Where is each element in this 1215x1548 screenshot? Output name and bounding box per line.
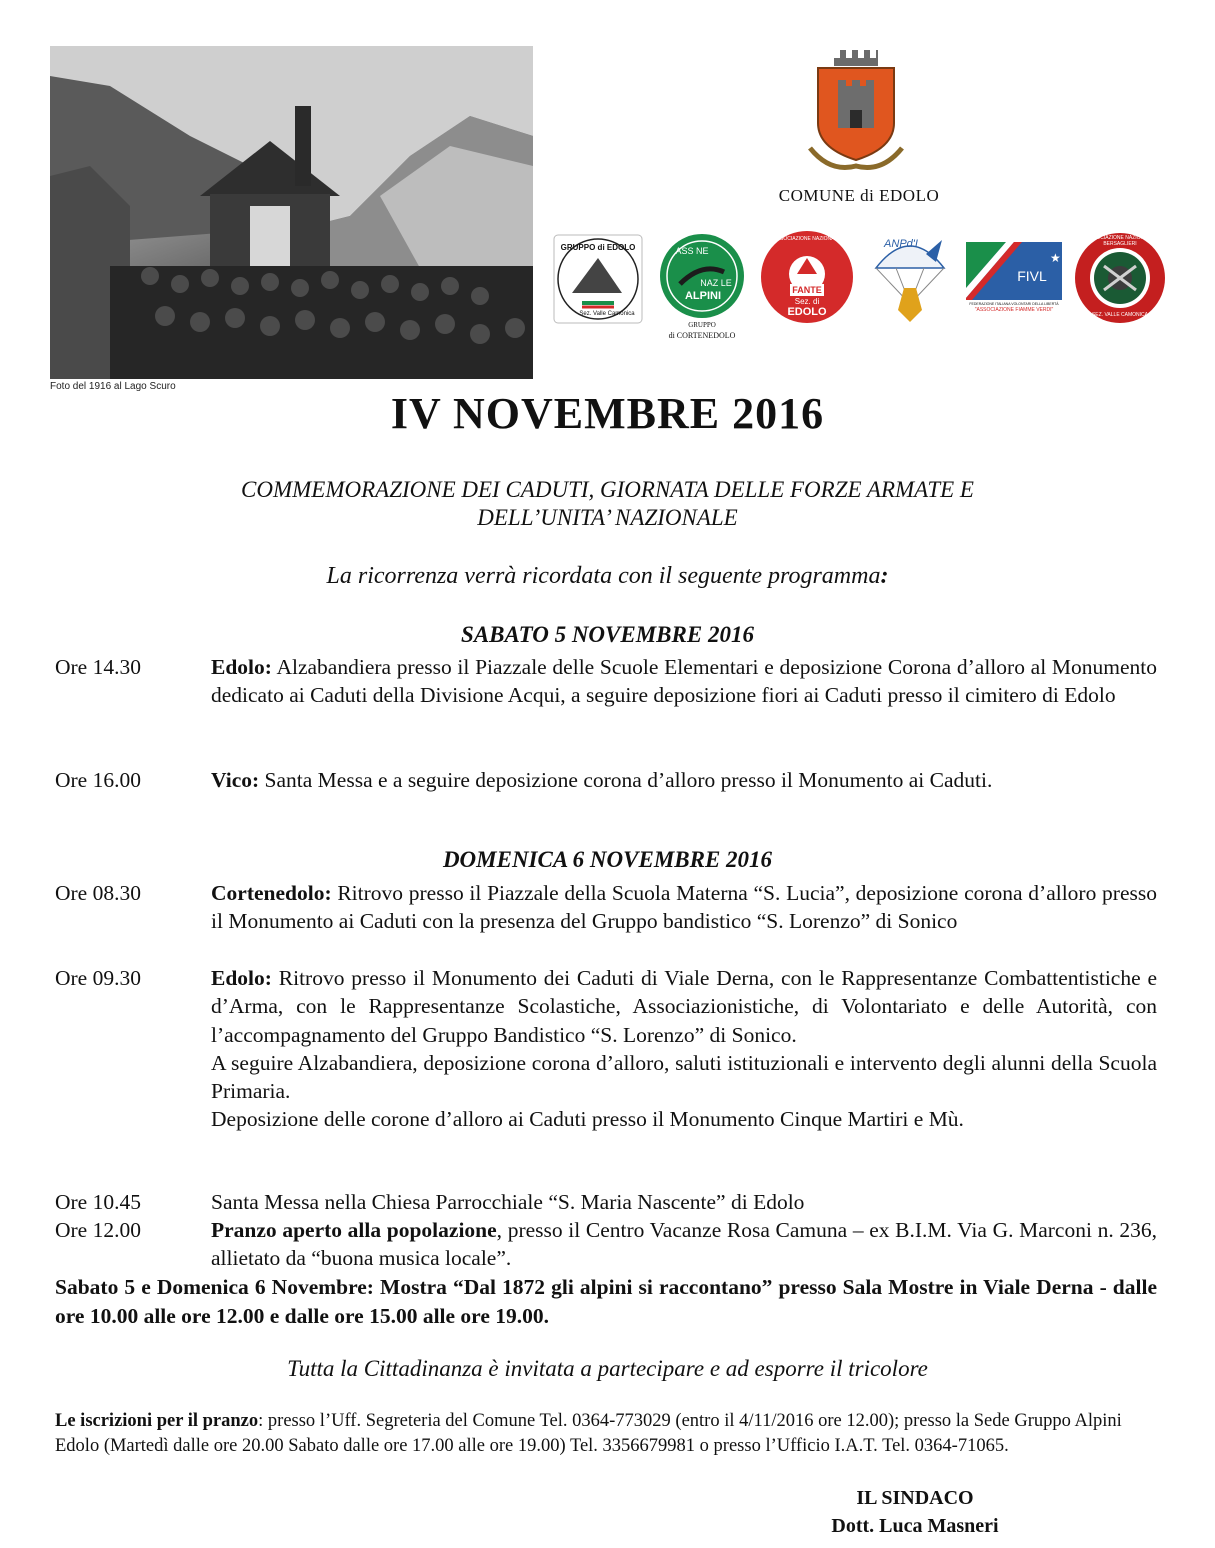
historic-photo	[50, 46, 533, 379]
alpini-line2: NAZ LE	[700, 278, 732, 288]
fante-name: FANTE	[792, 285, 822, 295]
fante-sez: Sez. di	[794, 297, 820, 306]
registration-label: Le iscrizioni per il pranzo	[55, 1411, 259, 1431]
event-text: Ritrovo presso il Piazzale della Scuola Materna “S. Lucia”, deposizione corona d’alloro presso il Monumento ai Caduti con la presenza del Gruppo bandistico “S. Lorenzo” di Sonico	[211, 881, 1157, 934]
saturday-heading: SABATO 5 NOVEMBRE 2016	[461, 622, 754, 647]
comune-name: COMUNE di EDOLO	[778, 186, 940, 205]
event-place: Cortenedolo:	[211, 881, 332, 905]
registration-info	[55, 1409, 1157, 1458]
sunday-heading: DOMENICA 6 NOVEMBRE 2016	[442, 847, 773, 872]
event-extra-1: A seguire Alzabandiera, deposizione corona d’alloro, saluti istituzionali e intervento degli alunni della Scuola Primaria.	[211, 1050, 1157, 1104]
event-text: Ritrovo presso il Monumento dei Caduti di Viale Derna, con le Rappresentanze Combattentistiche e d’Arma, con le Rappresentanze Scolastiche, Associazionistiche, di Volontariato e delle Autorità, con l’accompagnamento del Gruppo Bandistico “S. Lorenzo” di Sonico.	[211, 966, 1157, 1047]
event-time: Ore 16.00	[55, 768, 141, 792]
fivl-logo	[966, 242, 1062, 316]
gruppo-edolo-bottom: Sez. Valle Camonica	[579, 311, 635, 317]
event-sun-2	[55, 964, 1157, 1134]
gruppo-edolo-logo	[552, 233, 644, 325]
intro-text	[60, 563, 1155, 590]
bersaglieri-ring: ASSOCIAZIONE NAZIONALE BERSAGLIERI	[1086, 235, 1154, 247]
event-extra-2: Deposizione delle corone d’alloro ai Caduti presso il Monumento Cinque Martiri e Mù.	[211, 1107, 964, 1132]
event-time: Ore 12.00	[55, 1218, 141, 1242]
alpini-line3: ALPINI	[684, 290, 722, 302]
event-time: Ore 10.45	[55, 1190, 141, 1214]
photo-illustration	[50, 46, 533, 379]
association-logos	[552, 228, 1172, 340]
bersaglieri-logo	[1074, 232, 1166, 324]
event-sat-1	[55, 653, 1157, 710]
photo-caption: Foto del 1916 al Lago Scuro	[50, 381, 176, 392]
fante-city: EDOLO	[787, 306, 827, 318]
event-text: , presso il Centro Vacanze Rosa Camuna – ex B.I.M. Via G. Marconi n. 236, allietato da “buona musica locale”.	[211, 1218, 1157, 1271]
anpdi-name: ANPd'I	[884, 238, 918, 250]
event-place: Edolo:	[211, 655, 272, 679]
fivl-line2: "ASSOCIAZIONE FIAMME VERDI"	[974, 307, 1054, 313]
exhibition-notice: Sabato 5 e Domenica 6 Novembre: Mostra “Dal 1872 gli alpini si raccontano” presso Sala Mostre in Viale Derna - dalle ore 10.00 alle ore 12.00 e dalle ore 15.00 alle ore 19.00.	[55, 1275, 1157, 1328]
invitation-text: Tutta la Cittadinanza è invitata a partecipare e ad esporre il tricolore	[287, 1356, 928, 1381]
event-description	[211, 964, 1157, 1134]
page-title: IV NOVEMBRE 2016	[390, 389, 825, 438]
fante-ring: ASSOCIAZIONE NAZIONALE	[773, 236, 841, 242]
event-place: Pranzo aperto alla popolazione	[211, 1218, 497, 1242]
alpini-caption1: GRUPPO	[688, 321, 716, 329]
alpini-logo	[658, 232, 746, 342]
event-time: Ore 09.30	[55, 966, 141, 990]
gruppo-edolo-top: GRUPPO di EDOLO	[560, 243, 636, 252]
event-sun-3	[55, 1188, 1157, 1216]
event-sun-1	[55, 879, 1157, 936]
registration-text: : presso l’Uff. Segreteria del Comune Tel. 0364-773029 (entro il 4/11/2016 ore 12.00); presso la Sede Gruppo Alpini Edolo (Martedì dalle ore 20.00 Sabato dalle ore 17.00 alle ore 19.00) Tel. 3356679981 o presso l’Ufficio I.A.T. Tel. 0364-71065.	[55, 1411, 1122, 1456]
subtitle	[60, 476, 1155, 532]
anpdi-logo	[866, 228, 954, 324]
signature-role: IL SINDACO	[856, 1487, 974, 1509]
event-description	[211, 1216, 1157, 1273]
subtitle-line-2: DELL’UNITA’ NAZIONALE	[477, 505, 738, 530]
event-text: Santa Messa e a seguire deposizione corona d’alloro presso il Monumento ai Caduti.	[259, 768, 993, 792]
event-text: Alzabandiera presso il Piazzale delle Scuole Elementari e deposizione Corona d’alloro al Monumento dedicato ai Caduti della Divisione Acqui, a seguire deposizione fiori ai Caduti presso il cimitero di Edolo	[211, 655, 1157, 708]
event-description	[211, 766, 1157, 794]
event-time: Ore 08.30	[55, 881, 141, 905]
fante-logo	[760, 230, 854, 324]
alpini-caption2: di CORTENEDOLO	[668, 331, 736, 340]
event-sat-2	[55, 766, 1157, 794]
alpini-line1: ASS NE	[675, 246, 709, 256]
fivl-line1: FEDERAZIONE ITALIANA VOLONTARI DELLA LIBERTÀ	[969, 302, 1059, 306]
event-place: Edolo:	[211, 966, 272, 990]
coat-of-arms-icon	[800, 48, 912, 174]
event-time: Ore 14.30	[55, 655, 141, 679]
svg-text:★: ★	[1050, 251, 1061, 265]
bersaglieri-sez: SEZ. VALLE CAMONICA	[1091, 312, 1149, 318]
intro-line: La ricorrenza verrà ricordata con il seguente programma	[326, 563, 881, 589]
event-description	[211, 879, 1157, 936]
fivl-name: FIVL	[1017, 268, 1047, 284]
intro-colon: :	[880, 563, 889, 589]
event-description: Santa Messa nella Chiesa Parrocchiale “S. Maria Nascente” di Edolo	[211, 1190, 805, 1214]
signature-name: Dott. Luca Masneri	[831, 1515, 999, 1537]
event-description	[211, 653, 1157, 710]
subtitle-line-1: COMMEMORAZIONE DEI CADUTI, GIORNATA DELLE FORZE ARMATE E	[241, 477, 974, 502]
event-sun-4	[55, 1216, 1157, 1273]
event-place: Vico:	[211, 768, 260, 792]
